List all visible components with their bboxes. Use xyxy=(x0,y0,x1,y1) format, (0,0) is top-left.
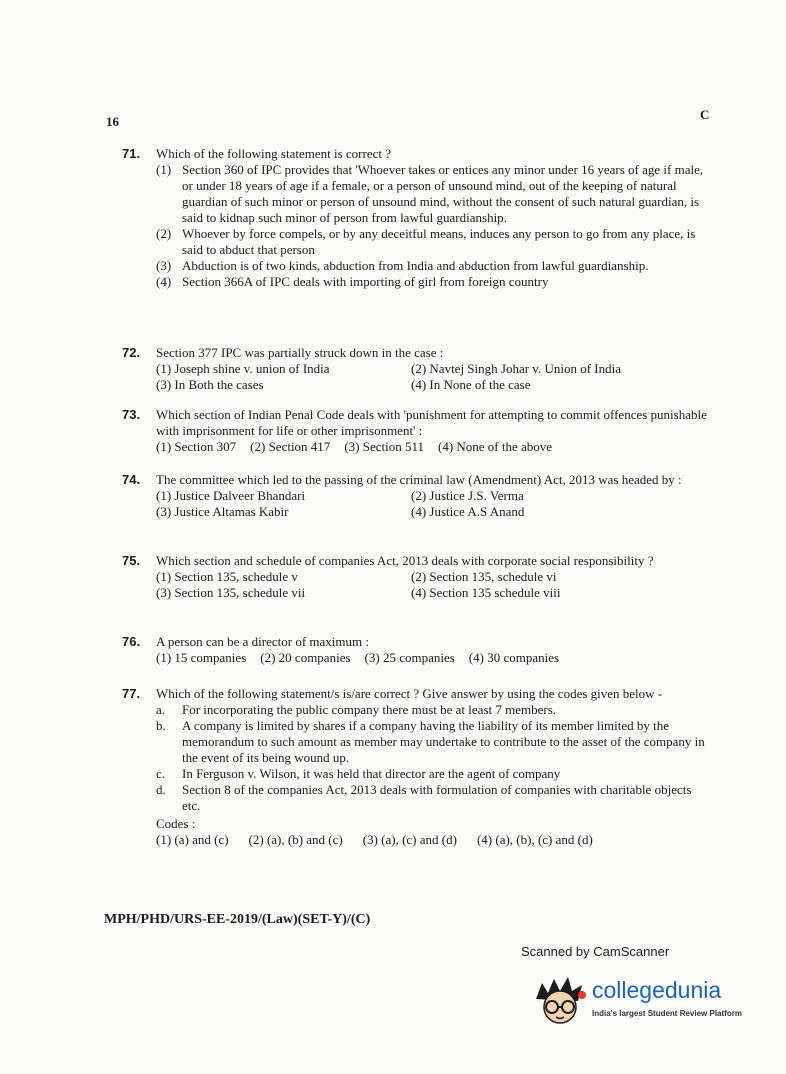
question-number: 71. xyxy=(122,146,141,161)
set-letter: C xyxy=(700,107,710,122)
option-2: (2) Justice J.S. Verma xyxy=(411,488,524,503)
option-1: (1) Justice Dalveer Bhandari xyxy=(156,488,306,503)
option-2: (2) Section 417 xyxy=(250,439,331,454)
statement-c: c. In Ferguson v. Wilson, it was held that director are the agent of company xyxy=(156,766,561,781)
option-3: (3) In Both the cases xyxy=(156,377,264,392)
option-2: (2) Section 135, schedule vi xyxy=(411,569,557,584)
question-text: The committee which led to the passing of the criminal law (Amendment) Act, 2013 was headed by : xyxy=(156,472,682,487)
code-option-3: (3) (a), (c) and (d) xyxy=(362,832,457,847)
option-3: (3) 25 companies xyxy=(364,650,455,665)
question-71 xyxy=(122,146,712,290)
option-1: (1) Section 135, schedule v xyxy=(156,569,298,584)
code-option-4: (4) (a), (b), (c) and (d) xyxy=(476,832,593,847)
question-text: Section 377 IPC was partially struck down in the case : xyxy=(156,345,444,360)
option-2: (2) Whoever by force compels, or by any deceitful means, induces any person to go from any place, is said to abduct that person xyxy=(156,226,696,257)
logo-name: collegedunia xyxy=(592,977,722,1003)
mascot-icon xyxy=(530,973,590,1033)
option-1: (1) Section 360 of IPC provides that 'Whoever takes or entices any minor under 16 years of age if male, or under 18 years of age if a female, or a person of unsound mind, out of the keeping of natural guardian of such minor or person of unsound mind, without the consent of such natural guardian, is said to kidnap such minor of person from lawful guardianship. xyxy=(156,162,704,225)
option-1: (1) 15 companies xyxy=(156,650,247,665)
logo-tagline: India's largest Student Review Platform xyxy=(592,1009,742,1018)
option-4: (4) None of the above xyxy=(437,439,553,454)
option-4: (4) Section 366A of IPC deals with importing of girl from foreign country xyxy=(156,274,549,289)
question-73 xyxy=(122,407,712,455)
codes-label: Codes : xyxy=(156,816,196,831)
option-4: (4) Section 135 schedule viii xyxy=(411,585,561,600)
code-option-2: (2) (a), (b) and (c) xyxy=(248,832,343,847)
footer-code: MPH/PHD/URS-EE-2019/(Law)(SET-Y)/(C) xyxy=(104,912,371,927)
statement-b: b. A company is limited by shares if a company having the liability of its member limited by the memorandum to such amount as member may undertake to contribute to the asset of the company in the event of its being wound up. xyxy=(156,718,705,765)
option-1: (1) Joseph shine v. union of India xyxy=(156,361,330,376)
question-number: 74. xyxy=(122,472,141,487)
question-76 xyxy=(122,634,712,666)
collegedunia-logo xyxy=(530,973,760,1033)
option-2: (2) Navtej Singh Johar v. Union of India xyxy=(411,361,622,376)
question-75 xyxy=(122,553,712,601)
page-number: 16 xyxy=(106,114,119,129)
scanned-by-text: Scanned by CamScanner xyxy=(521,944,670,959)
option-3: (3) Section 135, schedule vii xyxy=(156,585,306,600)
option-3: (3) Section 511 xyxy=(344,439,424,454)
question-text: Which section of Indian Penal Code deals with 'punishment for attempting to commit offences punishable with imprisonment for life or other imprisonment' : xyxy=(156,407,707,438)
option-2: (2) 20 companies xyxy=(260,650,351,665)
question-74 xyxy=(122,472,712,520)
option-4: (4) In None of the case xyxy=(411,377,531,392)
code-option-1: (1) (a) and (c) xyxy=(156,832,229,847)
question-number: 73. xyxy=(122,407,141,422)
statement-a: a. For incorporating the public company there must be at least 7 members. xyxy=(156,702,557,717)
question-text: Which of the following statement is correct ? xyxy=(156,146,392,161)
question-number: 72. xyxy=(122,345,141,360)
question-text: A person can be a director of maximum : xyxy=(156,634,369,649)
question-72 xyxy=(122,345,712,393)
option-4: (4) Justice A.S Anand xyxy=(411,504,525,519)
option-1: (1) Section 307 xyxy=(156,439,237,454)
question-number: 75. xyxy=(122,553,141,568)
question-text: Which of the following statement/s is/are correct ? Give answer by using the codes given below - xyxy=(156,686,663,701)
question-number: 77. xyxy=(122,686,141,701)
option-3: (3) Abduction is of two kinds, abduction from India and abduction from lawful guardianship. xyxy=(156,258,649,273)
option-3: (3) Justice Altamas Kabir xyxy=(156,504,289,519)
question-text: Which section and schedule of companies Act, 2013 deals with corporate social responsibility ? xyxy=(156,553,654,568)
statement-d: d. Section 8 of the companies Act, 2013 deals with formulation of companies with charitable objects etc. xyxy=(156,782,692,813)
question-number: 76. xyxy=(122,634,141,649)
option-4: (4) 30 companies xyxy=(468,650,560,665)
question-77 xyxy=(122,686,712,848)
